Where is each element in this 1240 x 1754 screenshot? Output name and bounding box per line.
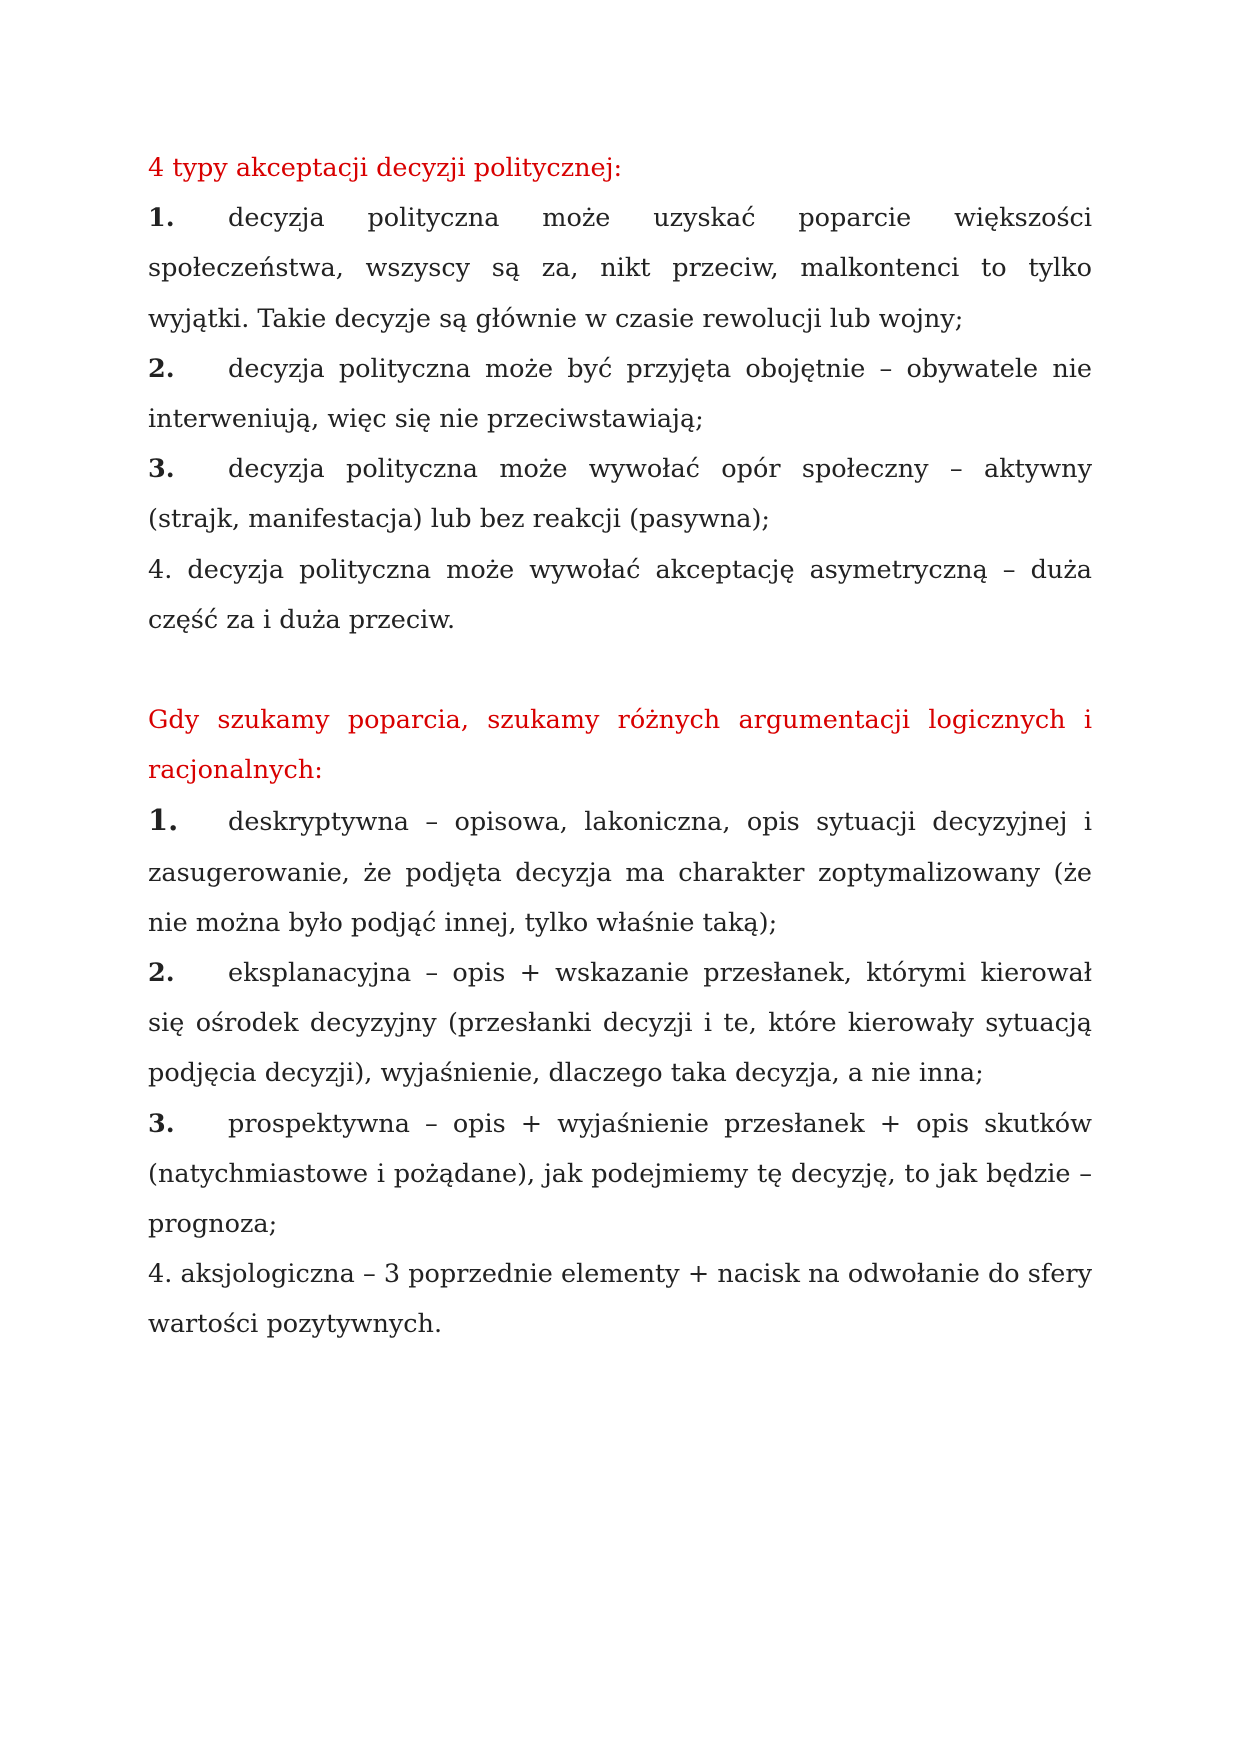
item-number: 2. bbox=[148, 958, 175, 989]
item-text: decyzja polityczna może być przyjęta obojętnie – obywatele nie interweniują, więc się nie przeciwstawiają; bbox=[148, 353, 1092, 435]
item-text: decyzja polityczna może uzyskać poparcie większości społeczeństwa, wszyscy są za, nikt przeciw, malkontenci to tylko wyjątki. Takie decyzje są głównie w czasie rewolucji lub wojny; bbox=[148, 203, 1092, 334]
item-number: 4. bbox=[148, 1259, 173, 1290]
item-text: deskryptywna – opisowa, lakoniczna, opis sytuacji decyzyjnej i zasugerowanie, że podjęta decyzja ma charakter zoptymalizowany (że nie można było podjąć innej, tylko właśnie taką); bbox=[148, 807, 1092, 938]
item-number: 1. bbox=[148, 203, 175, 234]
item-number: 3. bbox=[148, 1108, 175, 1139]
item-text: decyzja polityczna może wywołać opór społeczny – aktywny (strajk, manifestacja) lub bez reakcji (pasywna); bbox=[148, 454, 1092, 535]
section1-heading: 4 typy akceptacji decyzji politycznej: bbox=[148, 153, 623, 183]
item-text: decyzja polityczna może wywołać akceptację asymetryczną – duża część za i duża przeciw. bbox=[148, 554, 1092, 635]
section1-item-2 bbox=[148, 344, 1092, 444]
section1-item-3 bbox=[148, 444, 1092, 544]
item-number: 1. bbox=[148, 803, 179, 838]
section1-item-4 bbox=[148, 545, 1092, 645]
item-number: 3. bbox=[148, 454, 175, 485]
document-page bbox=[148, 143, 1092, 1350]
section1-item-1 bbox=[148, 193, 1092, 344]
section2-item-2 bbox=[148, 948, 1092, 1099]
section-spacer bbox=[148, 645, 1092, 695]
item-number: 4. bbox=[148, 554, 173, 585]
section2-item-1 bbox=[148, 795, 1092, 948]
item-text: aksjologiczna – 3 poprzednie elementy + nacisk na odwołanie do sfery wartości pozytywnych. bbox=[148, 1259, 1092, 1340]
item-number: 2. bbox=[148, 353, 175, 384]
section2-item-3 bbox=[148, 1099, 1092, 1250]
section2-item-4 bbox=[148, 1249, 1092, 1349]
section2-heading: Gdy szukamy poparcia, szukamy różnych argumentacji logicznych i racjonalnych: bbox=[148, 705, 1092, 786]
item-text: eksplanacyjna – opis + wskazanie przesłanek, którymi kierował się ośrodek decyzyjny (przesłanki decyzji i te, które kierowały sytuacją podjęcia decyzji), wyjaśnienie, dlaczego taka decyzja, a nie inna; bbox=[148, 958, 1092, 1089]
item-text: prospektywna – opis + wyjaśnienie przesłanek + opis skutków (natychmiastowe i pożądane), jak podejmiemy tę decyzję, to jak będzie – prognoza; bbox=[148, 1108, 1092, 1240]
